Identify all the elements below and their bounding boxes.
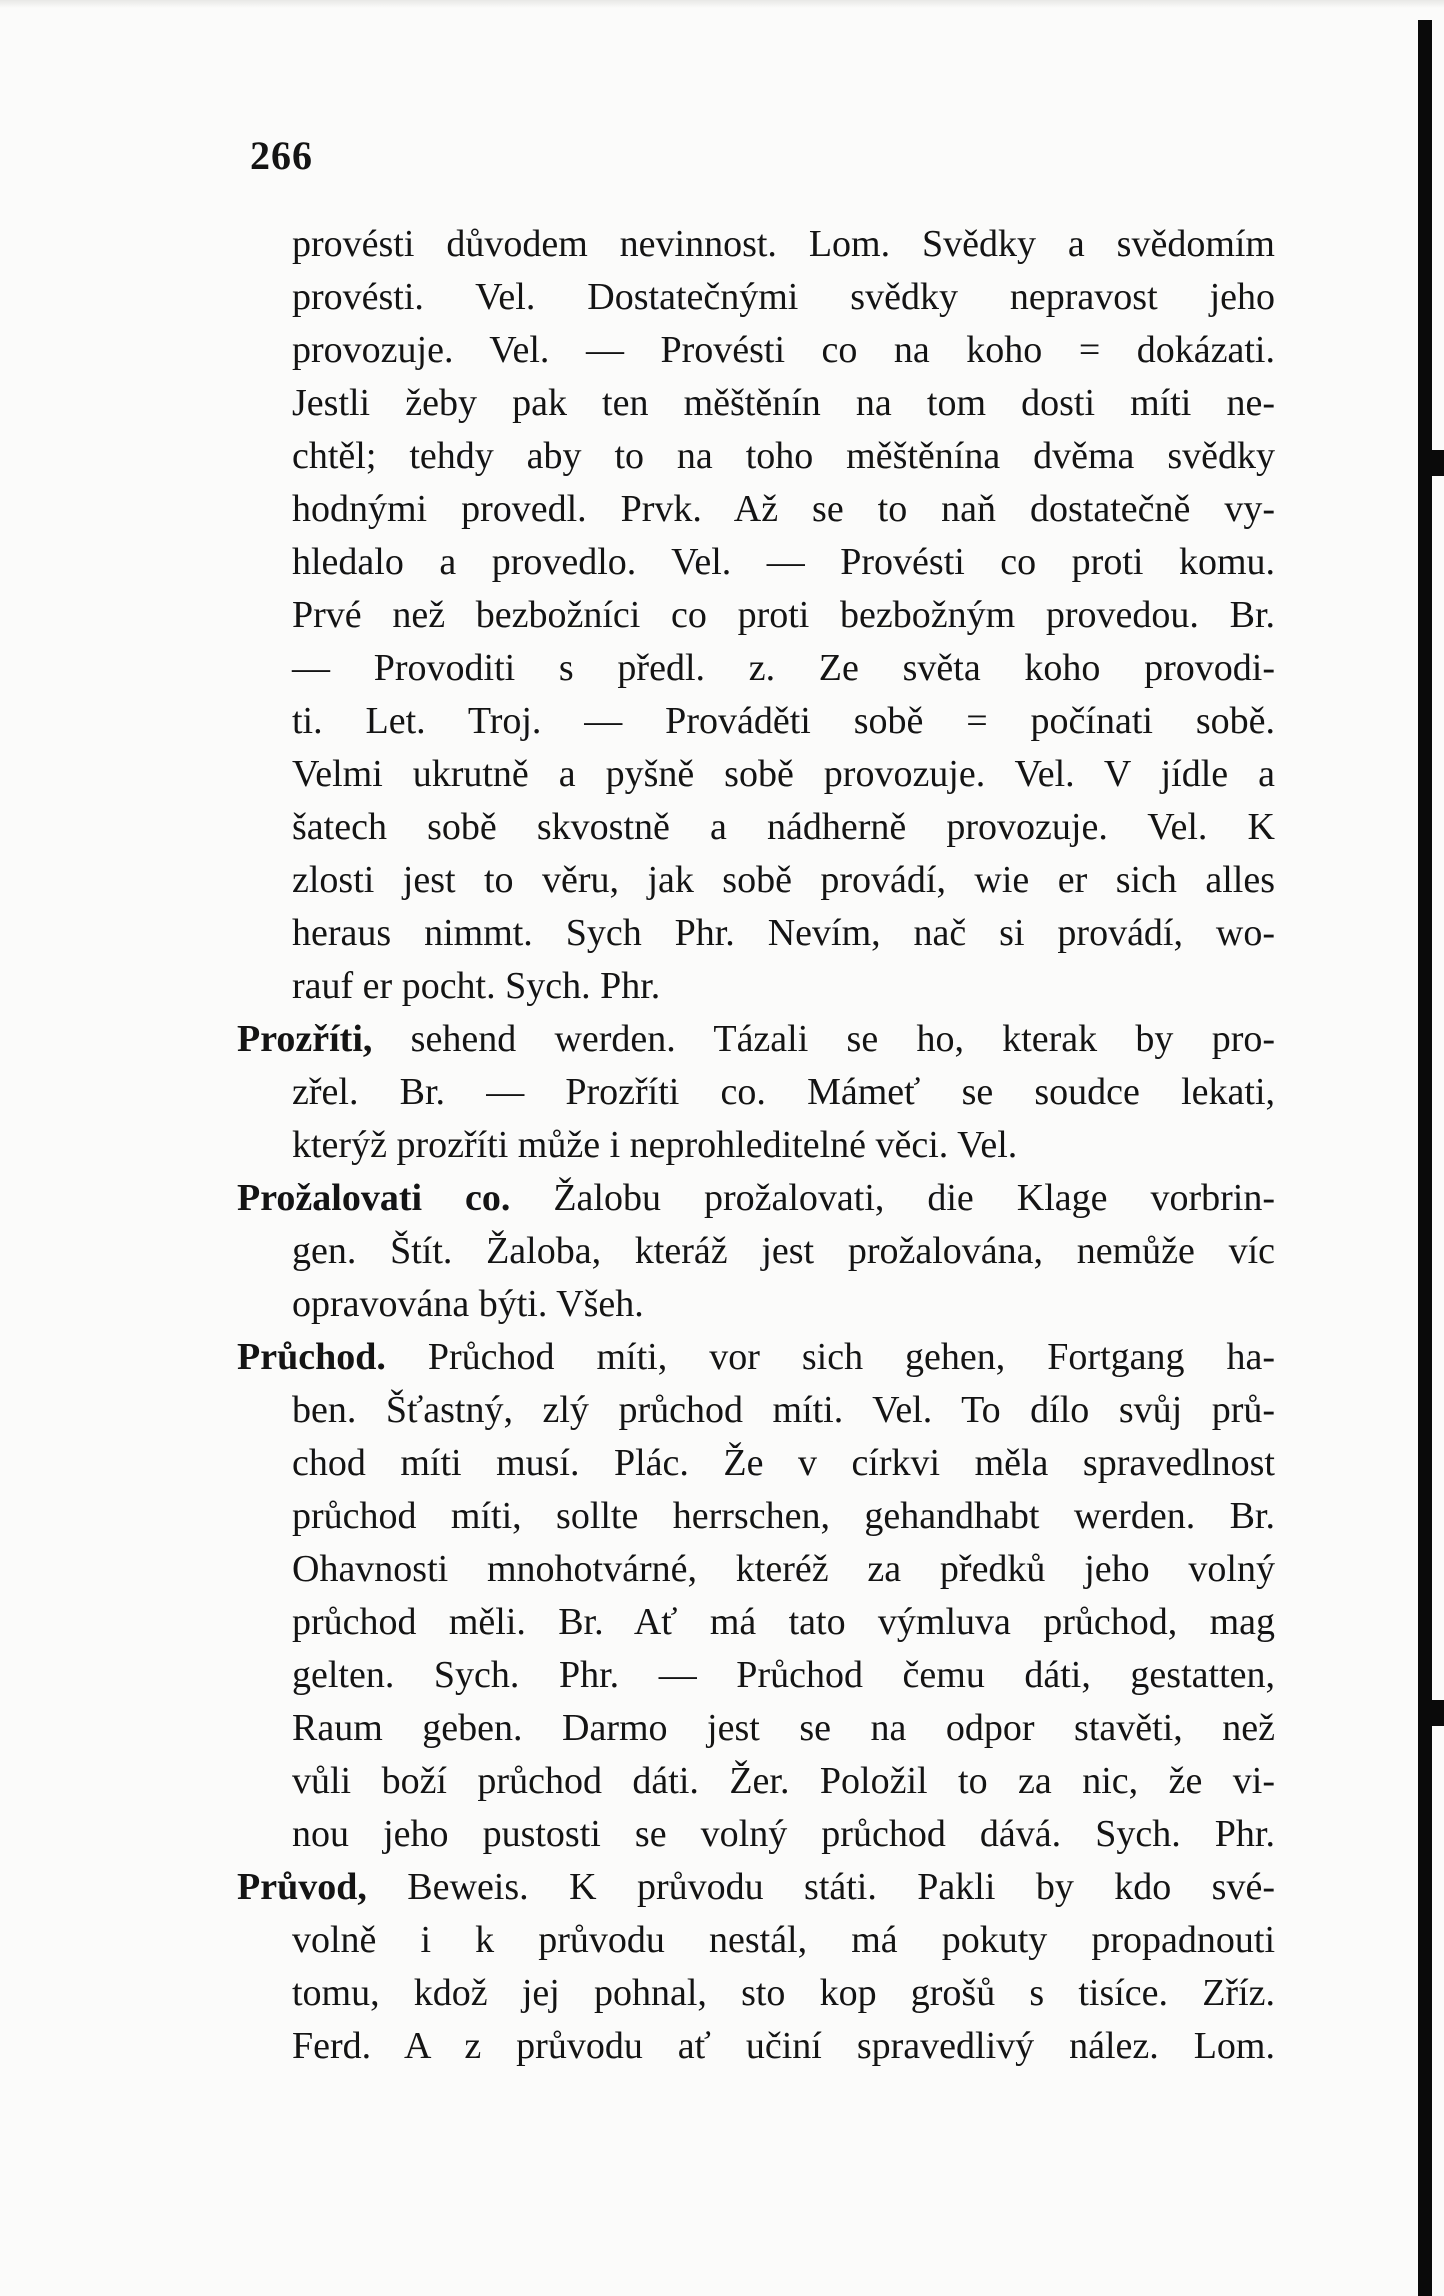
text-line: průchod měli. Br. Ať má tato výmluva průchod, mag <box>292 1601 1275 1643</box>
headword: Prozříti, <box>237 1018 373 1060</box>
text-line: šatech sobě skvostně a nádherně provozuje. Vel. K <box>292 806 1275 848</box>
text-line: nou jeho pustosti se volný průchod dává. Sych. Phr. <box>292 1813 1275 1855</box>
text-line: průchod míti, sollte herrschen, gehandhabt werden. Br. <box>292 1495 1275 1537</box>
text-line: kterýž prozříti může i neprohleditelné věci. Vel. <box>292 1124 1018 1166</box>
text-line: hodnými provedl. Prvk. Až se to naň dostatečně vy- <box>292 488 1275 530</box>
dictionary-entry-pruvod <box>237 1861 1275 2073</box>
text-line: zlosti jest to věru, jak sobě provádí, wie er sich alles <box>292 859 1275 901</box>
page-number: 266 <box>250 133 313 178</box>
text-line: ti. Let. Troj. — Prováděti sobě = počínati sobě. <box>292 700 1275 742</box>
edge-mark <box>1428 1700 1444 1726</box>
page-body <box>237 218 1275 2073</box>
entry-first-line <box>237 1172 1275 1225</box>
dictionary-entry-prozalovati <box>237 1172 1275 1331</box>
entry-text: sehend werden. Tázali se ho, kterak by pro- <box>372 1018 1275 1060</box>
edge-mark <box>1428 450 1444 476</box>
entry-first-line <box>237 1861 1275 1914</box>
text-line: heraus nimmt. Sych Phr. Nevím, nač si provádí, wo- <box>292 912 1275 954</box>
text-line: gelten. Sych. Phr. — Průchod čemu dáti, gestatten, <box>292 1654 1275 1696</box>
entry-text: Žalobu prožalovati, die Klage vorbrin- <box>510 1177 1275 1219</box>
page-right-edge <box>1418 20 1432 2296</box>
text-line: rauf er pocht. Sych. Phr. <box>292 965 661 1007</box>
text-line: Ohavnosti mnohotvárné, kteréž za předků jeho volný <box>292 1548 1275 1590</box>
text-line: opravována býti. Všeh. <box>292 1283 644 1325</box>
text-line: Jestli žeby pak ten měštěnín na tom dosti míti ne- <box>292 382 1275 424</box>
text-line: ben. Šťastný, zlý průchod míti. Vel. To dílo svůj prů- <box>292 1389 1275 1431</box>
entry-text: Beweis. K průvodu státi. Pakli by kdo své- <box>366 1866 1275 1908</box>
text-line: chtěl; tehdy aby to na toho měštěnína dvěma svědky <box>292 435 1275 477</box>
entry-text: Průchod míti, vor sich gehen, Fortgang ha- <box>385 1336 1275 1378</box>
text-line: volně i k průvodu nestál, má pokuty propadnouti <box>292 1919 1275 1961</box>
dictionary-entry-prozriti <box>237 1013 1275 1172</box>
text-line: Prvé než bezbožníci co proti bezbožným provedou. Br. <box>292 594 1275 636</box>
text-line: provésti důvodem nevinnost. Lom. Svědky a svědomím <box>292 223 1275 265</box>
headword: Průvod, <box>237 1866 367 1908</box>
headword: Průchod. <box>237 1336 386 1378</box>
text-line: provozuje. Vel. — Provésti co na koho = dokázati. <box>292 329 1275 371</box>
text-line: zřel. Br. — Prozříti co. Mámeť se soudce lekati, <box>292 1071 1275 1113</box>
headword: Prožalovati co. <box>237 1177 511 1219</box>
text-line: vůli boží průchod dáti. Žer. Položil to za nic, že vi- <box>292 1760 1275 1802</box>
entry-first-line <box>237 1013 1275 1066</box>
text-line: Raum geben. Darmo jest se na odpor stavěti, než <box>292 1707 1275 1749</box>
entry-first-line <box>237 1331 1275 1384</box>
text-line: — Provoditi s předl. z. Ze světa koho provodi- <box>292 647 1275 689</box>
text-line: provésti. Vel. Dostatečnými svědky nepravost jeho <box>292 276 1275 318</box>
text-line: Ferd. A z průvodu ať učiní spravedlivý nález. Lom. <box>292 2025 1275 2067</box>
page-top-shadow <box>0 0 1444 8</box>
continuation-paragraph <box>237 218 1275 1013</box>
text-line: chod míti musí. Plác. Že v církvi měla spravedlnost <box>292 1442 1275 1484</box>
text-line: tomu, kdož jej pohnal, sto kop grošů s tisíce. Zříz. <box>292 1972 1275 2014</box>
text-line: Velmi ukrutně a pyšně sobě provozuje. Vel. V jídle a <box>292 753 1275 795</box>
text-line: hledalo a provedlo. Vel. — Provésti co proti komu. <box>292 541 1275 583</box>
dictionary-entry-pruchod <box>237 1331 1275 1861</box>
text-line: gen. Štít. Žaloba, kteráž jest prožalována, nemůže víc <box>292 1230 1275 1272</box>
